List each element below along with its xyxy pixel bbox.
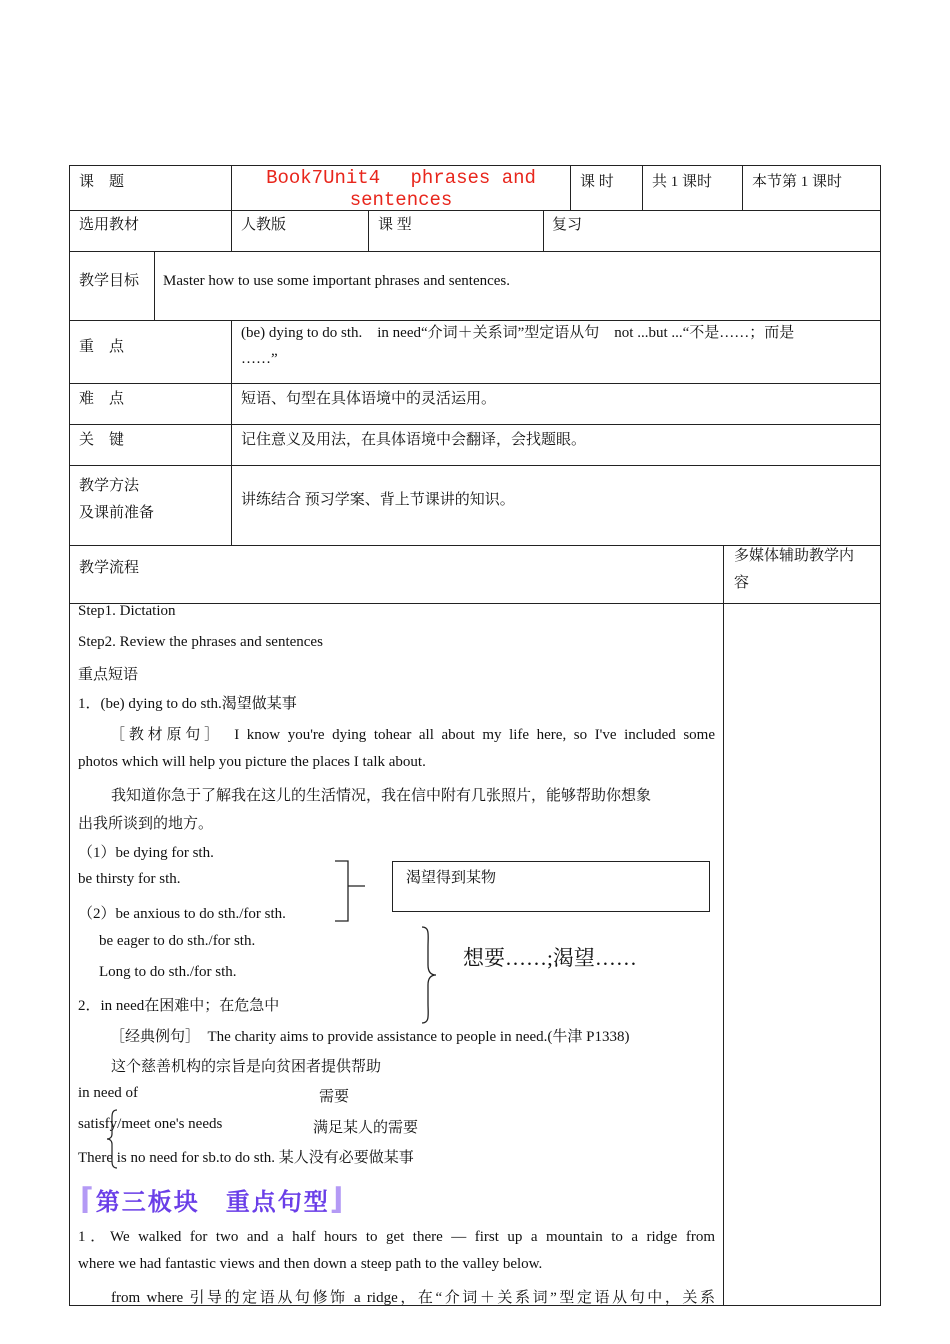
sub2c: Long to do sth./for sth. — [99, 964, 237, 980]
method-value: 讲练结合 预习学案、背上节课讲的知识。 — [241, 492, 515, 508]
col-divider — [231, 165, 232, 251]
difficulty-value: 短语、句型在具体语境中的灵活运用。 — [241, 391, 497, 407]
banner-bracket-right: ⌋ — [329, 1181, 346, 1217]
phrase1-en: in need of — [78, 1085, 138, 1101]
type-value: 复习 — [552, 217, 583, 233]
process-label: 教学流程 — [79, 560, 140, 576]
meaning-box-text: 渴望得到某物 — [406, 870, 497, 886]
sub1: （1）be dying for sth. — [78, 845, 214, 861]
topic-label: 课 题 — [79, 174, 125, 190]
sub2b: be eager to do sth./for sth. — [99, 933, 256, 949]
phrase3: There is no need for sb.to do sth. 某人没有必要做某事 — [78, 1150, 414, 1166]
square-bracket-shape — [332, 858, 368, 924]
key-point-value: (be) dying to do sth. in need“介词＋关系词”型定语从句 not ...but ...“不是……；而是 — [241, 325, 795, 341]
brace-meaning: 想要……;渴望…… — [463, 946, 637, 970]
col-divider — [368, 210, 369, 251]
item2-title: 2．in need在困难中；在危急中 — [78, 998, 280, 1014]
media-label: 多媒体辅助教学内 — [734, 548, 855, 564]
sentence1-note: from where 引导的定语从句修饰 a ridge，在“介词＋关系词”型定语从句中，关系 — [111, 1290, 715, 1306]
hours-total: 共 1 课时 — [652, 174, 713, 190]
section-heading: 重点短语 — [78, 667, 139, 683]
row-divider — [69, 603, 881, 604]
phrase1-zh: 需要 — [319, 1089, 350, 1105]
item1-example: ［教材原句］ I know you're dying tohear all about my life here, so I've included some — [110, 727, 715, 743]
crux-value: 记住意义及用法，在具体语境中会翻译，会找题眼。 — [241, 432, 587, 448]
col-divider — [723, 545, 724, 1306]
step2: Step2. Review the phrases and sentences — [78, 634, 323, 650]
goal-label: 教学目标 — [79, 273, 140, 289]
lesson-title: Book7Unit4 phrases and sentences — [266, 167, 536, 211]
row-divider — [69, 424, 881, 425]
banner-bracket-left: ⌈ — [80, 1181, 96, 1217]
section-banner — [80, 1182, 345, 1216]
item1-translation: 我知道你急于了解我在这儿的生活情况，我在信中附有几张照片，能够帮助你想象 — [111, 788, 652, 804]
row-divider — [69, 251, 881, 252]
goal-value: Master how to use some important phrases and sentences. — [163, 273, 510, 289]
col-divider — [154, 251, 155, 320]
hours-label: 课 时 — [580, 174, 614, 190]
col-divider — [543, 210, 544, 251]
sentence1: 1．We walked for two and a half hours to get there — first up a mountain to a ridge from — [78, 1229, 715, 1245]
method-label-cont: 及课前准备 — [79, 505, 155, 521]
material-label: 选用教材 — [79, 217, 140, 233]
item2-translation: 这个慈善机构的宗旨是向贫困者提供帮助 — [111, 1059, 382, 1075]
difficulty-label: 难 点 — [79, 391, 125, 407]
media-label-cont: 容 — [734, 575, 750, 591]
item1-translation-cont: 出我所谈到的地方。 — [78, 816, 214, 832]
step1: Step1. Dictation — [78, 603, 176, 619]
crux-label: 关 键 — [79, 432, 125, 448]
item2-example: ［经典例句］ The charity aims to provide assistance to people in need.(牛津 P1338) — [110, 1029, 630, 1045]
item1-title: 1．(be) dying to do sth.渴望做某事 — [78, 696, 297, 712]
item1-example-cont: photos which will help you picture the places I talk about. — [78, 754, 426, 770]
sentence1-cont: where we had fantastic views and then down a steep path to the valley below. — [78, 1256, 543, 1272]
banner-title: 第三板块 重点句型 — [95, 1187, 330, 1216]
col-divider — [231, 320, 232, 545]
material-value: 人教版 — [241, 217, 287, 233]
row-divider — [69, 465, 881, 466]
phrase2-en: satisfy/meet one's needs — [78, 1116, 223, 1132]
hours-current: 本节第 1 课时 — [752, 174, 843, 190]
method-label: 教学方法 — [79, 478, 140, 494]
col-divider — [742, 165, 743, 210]
col-divider — [642, 165, 643, 210]
key-point-label: 重 点 — [79, 339, 125, 355]
phrase2-zh: 满足某人的需要 — [313, 1120, 419, 1136]
col-divider — [570, 165, 571, 210]
sub2: （2）be anxious to do sth./for sth. — [78, 906, 286, 922]
row-divider — [69, 383, 881, 384]
curly-brace-shape — [418, 925, 440, 1025]
small-brace-shape — [104, 1108, 120, 1170]
sub1b: be thirsty for sth. — [78, 871, 181, 887]
key-point-value-cont: ……” — [241, 351, 278, 367]
row-divider — [69, 320, 881, 321]
type-label: 课 型 — [378, 217, 412, 233]
